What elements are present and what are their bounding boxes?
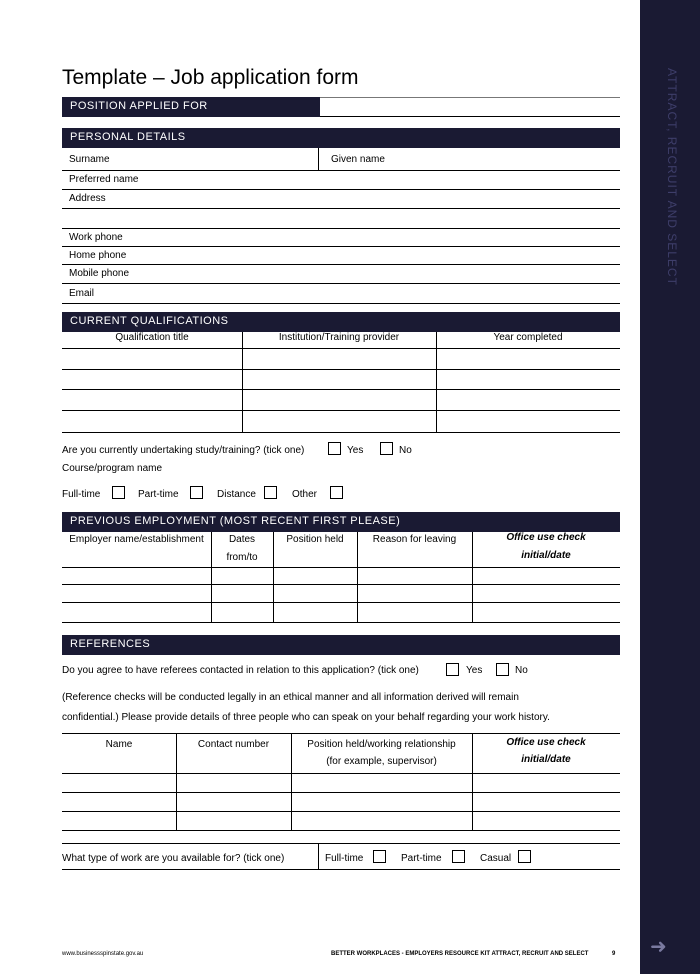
given-name-label: Given name: [331, 154, 385, 165]
ref-contact-header: Contact number: [197, 739, 270, 750]
ref-office-use-header: Office use check: [506, 737, 586, 748]
references-row-line[interactable]: [62, 811, 620, 812]
mobile-phone-label: Mobile phone: [69, 268, 130, 279]
reason-leaving-header: Reason for leaving: [372, 534, 457, 545]
employment-row-line[interactable]: [62, 622, 620, 623]
preferred-name-field[interactable]: [62, 189, 620, 190]
home-phone-field[interactable]: [62, 264, 620, 265]
qualifications-col-divider: [242, 332, 243, 432]
next-arrow-icon[interactable]: ➜: [650, 936, 667, 958]
work-type-divider: [318, 843, 319, 869]
work-full-time-label: Full-time: [325, 853, 364, 864]
referees-no-label: No: [515, 665, 528, 676]
surname-label: Surname: [69, 154, 110, 165]
study-other-checkbox[interactable]: [330, 486, 343, 499]
personal-details-bar: PERSONAL DETAILS: [62, 128, 620, 148]
employment-col-divider: [472, 532, 473, 622]
position-applied-input[interactable]: [320, 116, 620, 117]
references-row-line[interactable]: [62, 830, 620, 831]
institution-header: Institution/Training provider: [278, 332, 400, 343]
other-label: Other: [292, 489, 318, 500]
study-yes-label: Yes: [347, 445, 364, 456]
position-applied-bar: POSITION APPLIED FOR: [62, 97, 320, 117]
references-bar: REFERENCES: [62, 635, 620, 655]
title-rule: [320, 97, 620, 98]
work-type-bottom-line: [62, 869, 620, 870]
address-field-line1[interactable]: [62, 208, 620, 209]
employment-col-divider: [273, 532, 274, 622]
work-part-time-label: Part-time: [401, 853, 442, 864]
referees-question: Do you agree to have referees contacted in relation to this application? (tick one): [62, 665, 419, 676]
study-part-time-checkbox[interactable]: [190, 486, 203, 499]
work-phone-field[interactable]: [62, 246, 620, 247]
employment-col-divider: [211, 532, 212, 622]
surname-divider: [318, 148, 319, 170]
qualifications-row-line[interactable]: [62, 410, 620, 411]
reference-note-line1: (Reference checks will be conducted legally in an ethical manner and all information derived will remain: [62, 692, 519, 703]
office-use-header: Office use check: [506, 532, 586, 543]
work-casual-checkbox[interactable]: [518, 850, 531, 863]
references-col-divider: [472, 733, 473, 830]
ref-position-header: Position held/working relationship: [307, 739, 456, 750]
email-field[interactable]: [62, 303, 620, 304]
page-title: Template – Job application form: [62, 66, 359, 89]
course-program-label: Course/program name: [62, 463, 163, 474]
references-row-line[interactable]: [62, 792, 620, 793]
preferred-name-label: Preferred name: [69, 174, 139, 185]
year-completed-header: Year completed: [493, 332, 563, 343]
qualifications-bar: CURRENT QUALIFICATIONS: [62, 312, 620, 332]
footer-url: www.businessspinstate.gov.au: [62, 951, 144, 957]
work-part-time-checkbox[interactable]: [452, 850, 465, 863]
office-use-subheader: initial/date: [521, 550, 571, 561]
reference-note-line2: confidential.) Please provide details of three people who can speak on your behalf regarding your work history.: [62, 712, 550, 723]
referees-no-checkbox[interactable]: [496, 663, 509, 676]
employment-row-line[interactable]: [62, 602, 620, 603]
work-casual-label: Casual: [480, 853, 512, 864]
referees-yes-checkbox[interactable]: [446, 663, 459, 676]
references-col-divider: [176, 733, 177, 830]
references-table-top: [62, 733, 620, 734]
work-type-top-line: [62, 843, 620, 844]
work-phone-label: Work phone: [69, 232, 123, 243]
ref-name-header: Name: [105, 739, 133, 750]
dates-header: Dates: [228, 534, 256, 545]
study-full-time-checkbox[interactable]: [112, 486, 125, 499]
work-full-time-checkbox[interactable]: [373, 850, 386, 863]
study-no-label: No: [399, 445, 412, 456]
qualifications-row-line: [62, 348, 620, 349]
qualifications-row-line[interactable]: [62, 369, 620, 370]
study-no-checkbox[interactable]: [380, 442, 393, 455]
distance-label: Distance: [217, 489, 256, 500]
address-field-line2[interactable]: [62, 228, 620, 229]
qualifications-col-divider: [436, 332, 437, 432]
referees-yes-label: Yes: [466, 665, 483, 676]
work-type-question: What type of work are you available for? (tick one): [62, 853, 285, 864]
footer-title: BETTER WORKPLACES - EMPLOYERS RESOURCE KIT ATTRACT, RECRUIT AND SELECT: [331, 951, 589, 957]
employer-header: Employer name/establishment: [69, 534, 204, 545]
study-yes-checkbox[interactable]: [328, 442, 341, 455]
employment-col-divider: [357, 532, 358, 622]
study-question: Are you currently undertaking study/training? (tick one): [62, 445, 305, 456]
part-time-label: Part-time: [138, 489, 179, 500]
qualifications-row-line[interactable]: [62, 432, 620, 433]
ref-position-subheader: (for example, supervisor): [326, 756, 437, 767]
dates-subheader: from/to: [226, 552, 258, 563]
position-held-header: Position held: [286, 534, 344, 545]
references-row-line: [62, 773, 620, 774]
mobile-phone-field[interactable]: [62, 283, 620, 284]
full-time-label: Full-time: [62, 489, 101, 500]
surname-field[interactable]: [62, 170, 620, 171]
study-distance-checkbox[interactable]: [264, 486, 277, 499]
employment-row-line: [62, 567, 620, 568]
footer-page-number: 9: [612, 951, 616, 957]
address-label: Address: [69, 193, 106, 204]
references-col-divider: [291, 733, 292, 830]
home-phone-label: Home phone: [69, 250, 127, 261]
qualifications-row-line[interactable]: [62, 389, 620, 390]
employment-row-line[interactable]: [62, 584, 620, 585]
ref-office-use-subheader: initial/date: [521, 754, 571, 765]
sidebar-text: ATTRACT, RECRUIT AND SELECT: [665, 68, 679, 286]
employment-bar: PREVIOUS EMPLOYMENT (MOST RECENT FIRST PLEASE): [62, 512, 620, 532]
email-label: Email: [69, 288, 95, 299]
qualification-title-header: Qualification title: [115, 332, 189, 343]
